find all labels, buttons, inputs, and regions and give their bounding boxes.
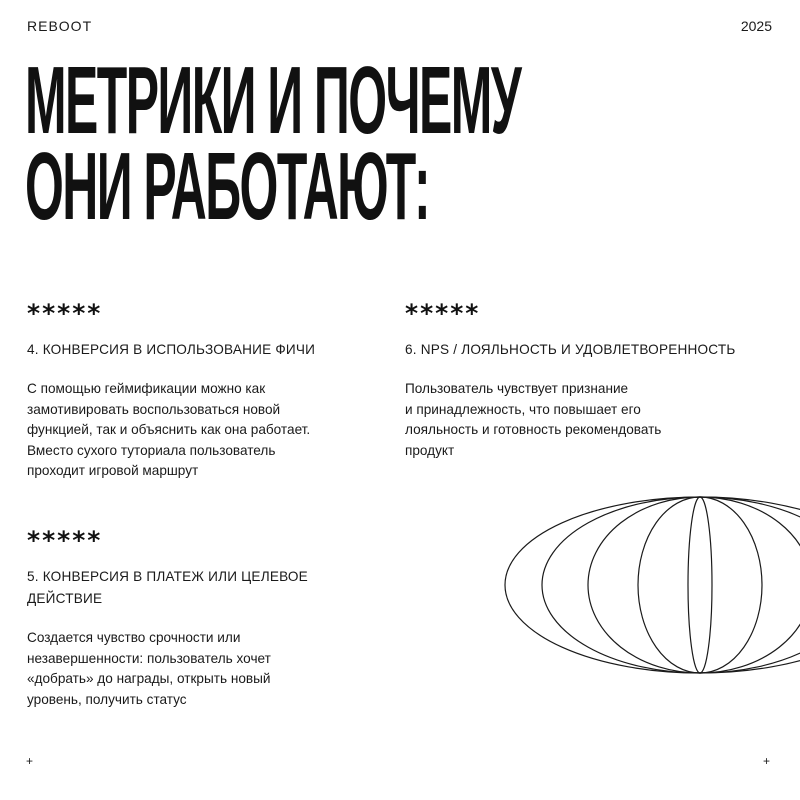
body-line: уровень, получить статус [27,691,187,707]
body-line: незавершенности: пользователь хочет [27,650,271,666]
corner-plus-left: + [26,754,34,768]
rating-stars: ***** [405,303,481,321]
section-title-line: ДЕЙСТВИЕ [27,591,103,606]
metric-section-nps [405,303,785,461]
page-title-line-2: ОНИ РАБОТАЮТ: [25,133,430,240]
year-label: 2025 [740,18,772,34]
body-line: проходит игровой маршрут [27,463,199,478]
rating-stars: ***** [27,303,103,321]
section-body [27,379,372,482]
corner-plus-right: + [763,754,771,768]
body-line: Создается чувство срочности или [27,630,241,645]
body-line: Вместо сухого туториала пользователь [27,442,276,458]
metric-section-payment-conversion [27,530,372,710]
body-line: функцией, так и объяснить как она работает. [27,422,311,437]
page-title [25,47,521,240]
globe-meridian-1 [542,497,800,673]
body-line: лояльность и готовность рекомендовать [405,422,662,437]
section-title [27,566,372,610]
rating-stars: ***** [27,530,103,548]
globe-meridian-3 [638,497,762,673]
section-title-line: 5. КОНВЕРСИЯ В ПЛАТЕЖ ИЛИ ЦЕЛЕВОЕ [27,569,308,584]
globe-meridian-2 [588,497,800,673]
page-title-line-1: МЕТРИКИ И ПОЧЕМУ [25,47,521,154]
body-line: замотивировать воспользоваться новой [27,401,281,417]
body-line: продукт [405,442,455,458]
section-title: 6. NPS / ЛОЯЛЬНОСТЬ И УДОВЛЕТВОРЕННОСТЬ [405,342,736,357]
metric-section-feature-conversion [27,303,372,482]
globe-outer-ellipse [505,497,800,673]
section-title: 4. КОНВЕРСИЯ В ИСПОЛЬЗОВАНИЕ ФИЧИ [27,342,316,357]
globe-meridian-4 [688,497,712,673]
body-line: С помощью геймификации можно как [27,381,266,396]
body-line: «добрать» до награды, открыть новый [27,671,271,686]
body-line: и принадлежность, что повышает его [405,401,641,417]
section-body [405,379,785,461]
section-body [27,628,372,710]
body-line: Пользователь чувствует признание [405,381,629,396]
brand-logo: REBOOT [27,18,93,34]
